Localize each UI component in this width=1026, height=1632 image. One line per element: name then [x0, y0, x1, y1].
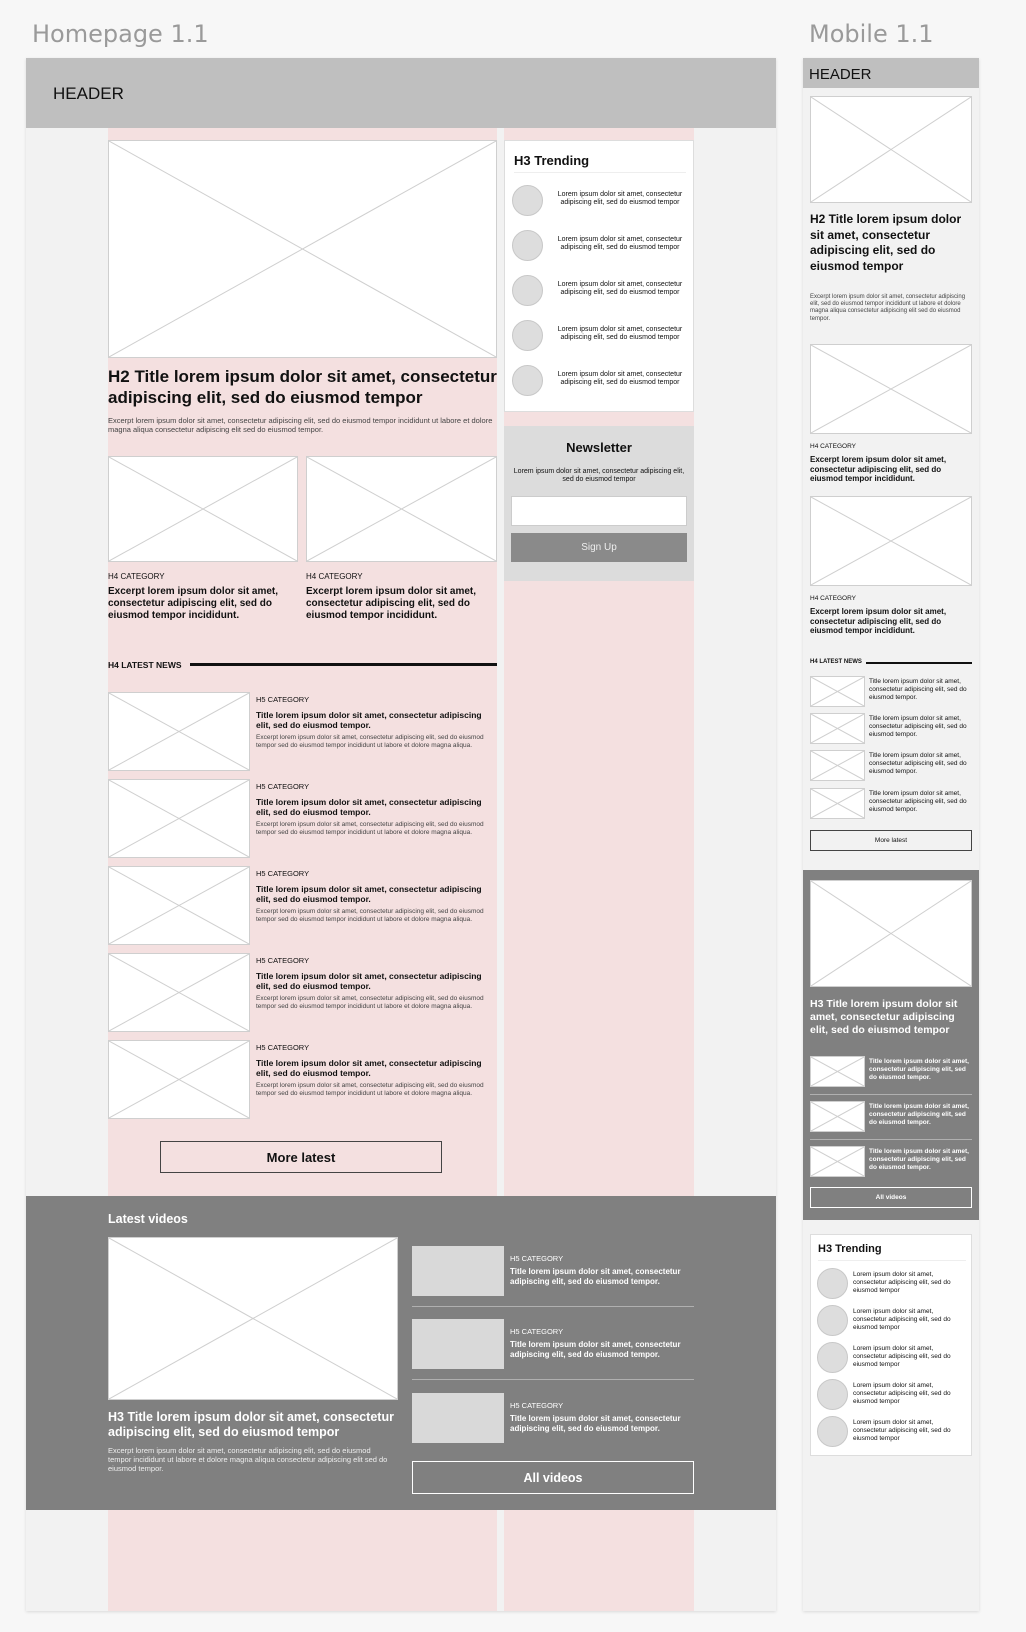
video-divider [412, 1306, 694, 1307]
video-category: H5 CATEGORY [510, 1401, 564, 1410]
news-excerpt: Excerpt lorem ipsum dolor sit amet, consectetur adipiscing elit, sed do eiusmod tempor sed do eiusmod tempor incididunt ut labore et dolore magna aliqua. [256, 908, 484, 923]
card-category: H4 CATEGORY [108, 572, 165, 581]
video-category: H5 CATEGORY [510, 1327, 564, 1336]
mobile-news-title[interactable]: Title lorem ipsum dolor sit amet, consectetur adipiscing elit, sed do eiusmod tempor. [869, 715, 967, 738]
mobile-hero-image[interactable] [810, 96, 972, 203]
news-category: H5 CATEGORY [256, 782, 310, 791]
trending-heading: H3 Trending [514, 153, 590, 168]
mobile-video-thumbnail[interactable] [810, 1101, 865, 1132]
email-field[interactable] [511, 496, 687, 526]
mobile-trending-item[interactable]: Lorem ipsum dolor sit amet, consectetur adipiscing elit, sed do eiusmod tempor [853, 1271, 951, 1294]
news-thumbnail[interactable] [108, 1040, 250, 1119]
trending-avatar [817, 1416, 848, 1447]
mobile-main-video-image[interactable] [810, 880, 972, 987]
homepage-frame-title: Homepage 1.1 [32, 20, 209, 48]
divider [818, 1260, 966, 1261]
trending-avatar [512, 185, 543, 216]
video-thumbnail[interactable] [412, 1319, 504, 1369]
sign-up-button[interactable]: Sign Up [511, 533, 687, 562]
mobile-header-label: HEADER [809, 66, 872, 83]
mobile-more-latest-button[interactable]: More latest [810, 830, 972, 851]
mobile-video-item-title[interactable]: Title lorem ipsum dolor sit amet, consectetur adipiscing elit, sed do eiusmod tempor. [869, 1148, 969, 1171]
mobile-trending-item[interactable]: Lorem ipsum dolor sit amet, consectetur adipiscing elit, sed do eiusmod tempor [853, 1308, 951, 1331]
news-thumbnail[interactable] [108, 779, 250, 858]
trending-item[interactable]: Lorem ipsum dolor sit amet, consectetur adipiscing elit, sed do eiusmod tempor [557, 326, 683, 342]
news-excerpt: Excerpt lorem ipsum dolor sit amet, consectetur adipiscing elit, sed do eiusmod tempor sed do eiusmod tempor incididunt ut labore et dolore magna aliqua. [256, 995, 484, 1010]
mobile-trending-item[interactable]: Lorem ipsum dolor sit amet, consectetur adipiscing elit, sed do eiusmod tempor [853, 1419, 951, 1442]
card-excerpt[interactable]: Excerpt lorem ipsum dolor sit amet, consectetur adipiscing elit, sed do eiusmod tempor incididunt. [108, 586, 279, 621]
main-video-title[interactable]: H3 Title lorem ipsum dolor sit amet, consectetur adipiscing elit, sed do eiusmod tempor [108, 1410, 394, 1439]
trending-avatar [512, 320, 543, 351]
card-image[interactable] [108, 456, 298, 562]
video-category: H5 CATEGORY [510, 1254, 564, 1263]
mobile-video-item-title[interactable]: Title lorem ipsum dolor sit amet, consectetur adipiscing elit, sed do eiusmod tempor. [869, 1058, 969, 1081]
news-thumbnail[interactable] [108, 866, 250, 945]
mobile-all-videos-button[interactable]: All videos [810, 1187, 972, 1208]
trending-avatar [817, 1379, 848, 1410]
mobile-videos-section [803, 870, 979, 1220]
video-thumbnail[interactable] [412, 1393, 504, 1443]
heading-rule [866, 662, 972, 664]
newsletter-heading: Newsletter [566, 440, 632, 455]
mobile-news-title[interactable]: Title lorem ipsum dolor sit amet, consectetur adipiscing elit, sed do eiusmod tempor. [869, 752, 967, 775]
mobile-card-image[interactable] [810, 344, 972, 434]
mobile-video-thumbnail[interactable] [810, 1056, 865, 1087]
news-excerpt: Excerpt lorem ipsum dolor sit amet, consectetur adipiscing elit, sed do eiusmod tempor sed do eiusmod tempor incididunt ut labore et dolore magna aliqua. [256, 734, 484, 749]
news-thumbnail[interactable] [108, 692, 250, 771]
news-title[interactable]: Title lorem ipsum dolor sit amet, consectetur adipiscing elit, sed do eiusmod tempor. [256, 797, 482, 818]
trending-item[interactable]: Lorem ipsum dolor sit amet, consectetur adipiscing elit, sed do eiusmod tempor [557, 236, 683, 252]
mobile-news-thumbnail[interactable] [810, 713, 865, 744]
mobile-trending-heading: H3 Trending [818, 1243, 882, 1255]
newsletter-text: Lorem ipsum dolor sit amet, consectetur adipiscing elit, sed do eiusmod tempor [513, 468, 685, 484]
news-title[interactable]: Title lorem ipsum dolor sit amet, consectetur adipiscing elit, sed do eiusmod tempor. [256, 884, 482, 905]
news-category: H5 CATEGORY [256, 869, 310, 878]
more-latest-button[interactable]: More latest [160, 1141, 442, 1173]
trending-avatar [512, 365, 543, 396]
mobile-video-thumbnail[interactable] [810, 1146, 865, 1177]
mobile-news-thumbnail[interactable] [810, 676, 865, 707]
latest-news-heading: H4 LATEST NEWS [108, 660, 182, 670]
divider [514, 172, 686, 173]
news-title[interactable]: Title lorem ipsum dolor sit amet, consectetur adipiscing elit, sed do eiusmod tempor. [256, 710, 482, 731]
trending-item[interactable]: Lorem ipsum dolor sit amet, consectetur adipiscing elit, sed do eiusmod tempor [557, 371, 683, 387]
mobile-card-category: H4 CATEGORY [810, 595, 856, 602]
mobile-video-item-title[interactable]: Title lorem ipsum dolor sit amet, consectetur adipiscing elit, sed do eiusmod tempor. [869, 1103, 969, 1126]
video-thumbnail[interactable] [412, 1246, 504, 1296]
trending-item[interactable]: Lorem ipsum dolor sit amet, consectetur adipiscing elit, sed do eiusmod tempor [557, 191, 683, 207]
video-title[interactable]: Title lorem ipsum dolor sit amet, consectetur adipiscing elit, sed do eiusmod tempor. [510, 1267, 681, 1286]
header-bar [26, 58, 776, 128]
mobile-video-title[interactable]: H3 Title lorem ipsum dolor sit amet, consectetur adipiscing elit, sed do eiusmod tempor [810, 998, 958, 1036]
mobile-news-thumbnail[interactable] [810, 750, 865, 781]
mobile-frame-title: Mobile 1.1 [809, 20, 934, 48]
hero-image[interactable] [108, 140, 497, 358]
latest-videos-section [26, 1196, 776, 1510]
news-thumbnail[interactable] [108, 953, 250, 1032]
mobile-latest-heading: H4 LATEST NEWS [810, 659, 862, 665]
mobile-trending-item[interactable]: Lorem ipsum dolor sit amet, consectetur adipiscing elit, sed do eiusmod tempor [853, 1382, 951, 1405]
mobile-news-title[interactable]: Title lorem ipsum dolor sit amet, consectetur adipiscing elit, sed do eiusmod tempor. [869, 678, 967, 701]
mobile-card-category: H4 CATEGORY [810, 443, 856, 450]
videos-heading: Latest videos [108, 1212, 188, 1226]
mobile-header-bar [803, 58, 979, 88]
mobile-frame [803, 58, 979, 1611]
homepage-frame [26, 58, 776, 1611]
heading-rule [190, 663, 497, 666]
news-category: H5 CATEGORY [256, 1043, 310, 1052]
news-excerpt: Excerpt lorem ipsum dolor sit amet, consectetur adipiscing elit, sed do eiusmod tempor sed do eiusmod tempor incididunt ut labore et dolore magna aliqua. [256, 821, 484, 836]
trending-avatar [817, 1268, 848, 1299]
video-title[interactable]: Title lorem ipsum dolor sit amet, consectetur adipiscing elit, sed do eiusmod tempor. [510, 1340, 681, 1359]
card-excerpt[interactable]: Excerpt lorem ipsum dolor sit amet, consectetur adipiscing elit, sed do eiusmod tempor incididunt. [306, 586, 477, 621]
trending-item[interactable]: Lorem ipsum dolor sit amet, consectetur adipiscing elit, sed do eiusmod tempor [557, 281, 683, 297]
hero-title[interactable]: H2 Title lorem ipsum dolor sit amet, consectetur adipiscing elit, sed do eiusmod tempor [108, 367, 497, 407]
mobile-card-image[interactable] [810, 496, 972, 586]
header-label: HEADER [53, 84, 124, 103]
hero-excerpt: Excerpt lorem ipsum dolor sit amet, consectetur adipiscing elit, sed do eiusmod tempor incididunt ut labore et dolore magna aliqua consectetur adipiscing elit sed do eiusmod tempor. [108, 416, 493, 434]
card-category: H4 CATEGORY [306, 572, 363, 581]
video-divider [810, 1139, 972, 1140]
mobile-hero-excerpt: Excerpt lorem ipsum dolor sit amet, consectetur adipiscing elit, sed do eiusmod tempor incididunt ut labore et dolore magna aliqua consectetur adipiscing elit sed do eiusmod tempor. [810, 294, 966, 322]
video-divider [810, 1094, 972, 1095]
mobile-card-excerpt[interactable]: Excerpt lorem ipsum dolor sit amet, consectetur adipiscing elit, sed do eiusmod tempor incididunt. [810, 455, 947, 484]
newsletter-panel [504, 426, 694, 581]
main-video-image[interactable] [108, 1237, 398, 1400]
trending-avatar [817, 1342, 848, 1373]
trending-panel [504, 140, 694, 412]
card-image[interactable] [306, 456, 497, 562]
all-videos-button[interactable]: All videos [412, 1461, 694, 1494]
trending-avatar [512, 275, 543, 306]
news-excerpt: Excerpt lorem ipsum dolor sit amet, consectetur adipiscing elit, sed do eiusmod tempor sed do eiusmod tempor incididunt ut labore et dolore magna aliqua. [256, 1082, 484, 1097]
trending-avatar [512, 230, 543, 261]
trending-avatar [817, 1305, 848, 1336]
video-divider [412, 1379, 694, 1380]
news-title[interactable]: Title lorem ipsum dolor sit amet, consectetur adipiscing elit, sed do eiusmod tempor. [256, 1058, 482, 1079]
mobile-card-excerpt[interactable]: Excerpt lorem ipsum dolor sit amet, consectetur adipiscing elit, sed do eiusmod tempor incididunt. [810, 607, 947, 636]
news-category: H5 CATEGORY [256, 956, 310, 965]
video-title[interactable]: Title lorem ipsum dolor sit amet, consectetur adipiscing elit, sed do eiusmod tempor. [510, 1414, 681, 1433]
main-video-excerpt: Excerpt lorem ipsum dolor sit amet, consectetur adipiscing elit, sed do eiusmod tempor incididunt ut labore et dolore magna aliqua consectetur adipiscing elit sed do eiusmod tempor. [108, 1446, 388, 1473]
news-category: H5 CATEGORY [256, 695, 310, 704]
mobile-hero-title[interactable]: H2 Title lorem ipsum dolor sit amet, consectetur adipiscing elit, sed do eiusmod tempor [810, 212, 962, 273]
mobile-news-title[interactable]: Title lorem ipsum dolor sit amet, consectetur adipiscing elit, sed do eiusmod tempor. [869, 790, 967, 813]
mobile-trending-item[interactable]: Lorem ipsum dolor sit amet, consectetur adipiscing elit, sed do eiusmod tempor [853, 1345, 951, 1368]
mobile-trending-panel [810, 1234, 972, 1456]
mobile-news-thumbnail[interactable] [810, 788, 865, 819]
news-title[interactable]: Title lorem ipsum dolor sit amet, consectetur adipiscing elit, sed do eiusmod tempor. [256, 971, 482, 992]
